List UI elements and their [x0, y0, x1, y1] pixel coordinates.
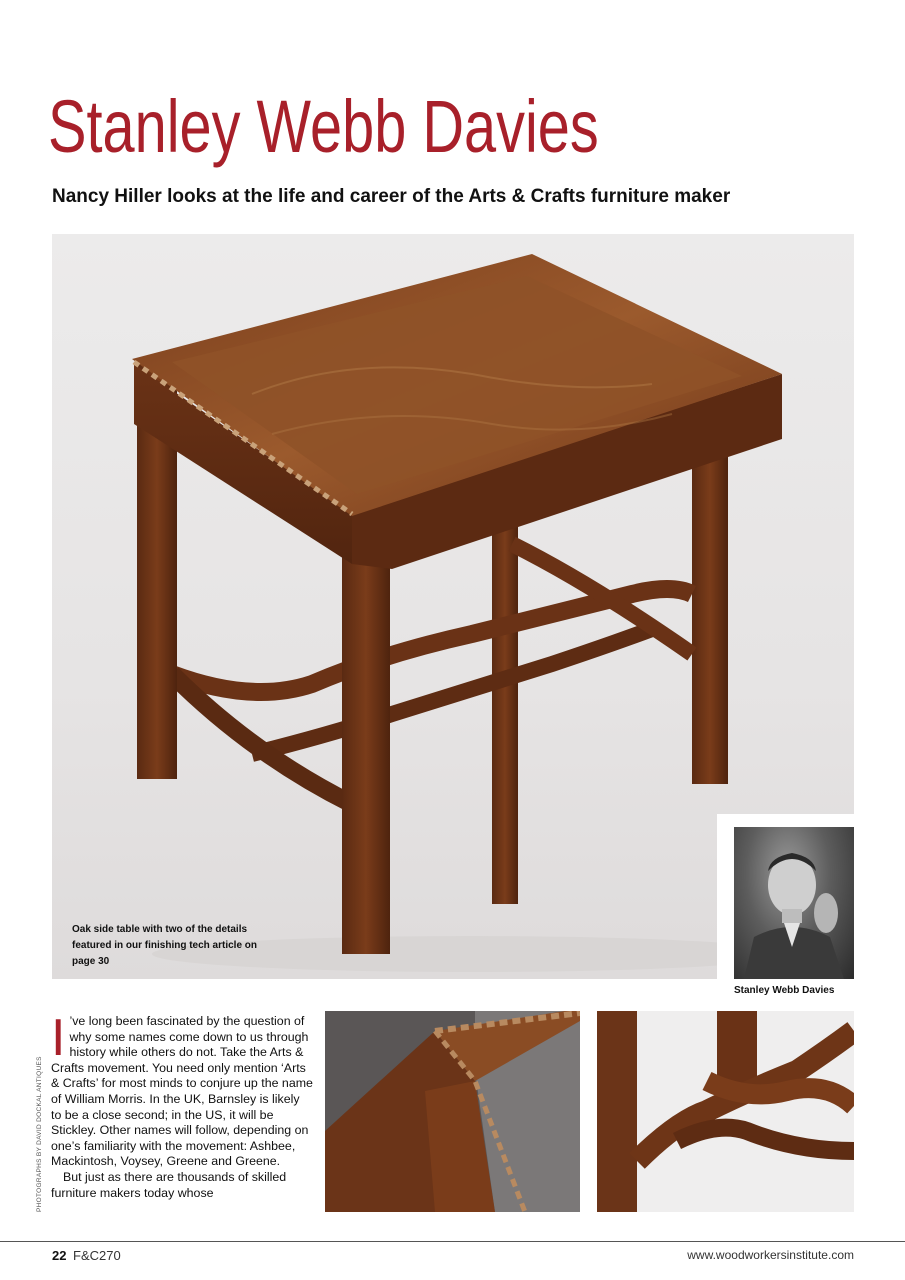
article-paragraph-2: But just as there are thousands of skilled furniture makers today whose [51, 1169, 287, 1200]
stretcher-detail-photo [597, 1011, 854, 1212]
stanley-webb-davies-portrait [734, 827, 854, 979]
footer-rule [0, 1241, 905, 1242]
portrait-illustration [734, 827, 854, 979]
drop-cap: I [51, 1009, 66, 1067]
page-number: 22 [52, 1248, 67, 1263]
article-subtitle: Nancy Hiller looks at the life and career of the Arts & Crafts furniture maker [52, 186, 731, 207]
stretcher-detail-illustration [597, 1011, 854, 1212]
article-title: Stanley Webb Davies [48, 85, 599, 168]
main-photo-caption: Oak side table with two of the details featured in our finishing tech article on page 30 [72, 924, 258, 967]
article-body [51, 1009, 313, 1201]
website-url[interactable]: www.woodworkersinstitute.com [687, 1248, 854, 1262]
portrait-caption: Stanley Webb Davies [734, 985, 835, 996]
corner-detail-photo [325, 1011, 580, 1212]
corner-detail-illustration [325, 1011, 580, 1212]
issue-label: F&C270 [73, 1248, 121, 1263]
article-paragraph-1: ’ve long been fascinated by the question of why some names come down to us through history while others do not. Take the Arts & Crafts movement. You need only mention ‘Arts & Crafts’ for most minds to conjure up the name of William Morris. In the UK, Barnsley is likely to be a close second; in the US, it will be Stickley. Other names will follow, depending on one’s familiarity with the movement: Ashbee, Mackintosh, Voysey, Greene and Greene. [51, 1014, 313, 1169]
photo-credit: PHOTOGRAPHS BY DAVID DOCKAL ANTIQUES [36, 1056, 43, 1212]
